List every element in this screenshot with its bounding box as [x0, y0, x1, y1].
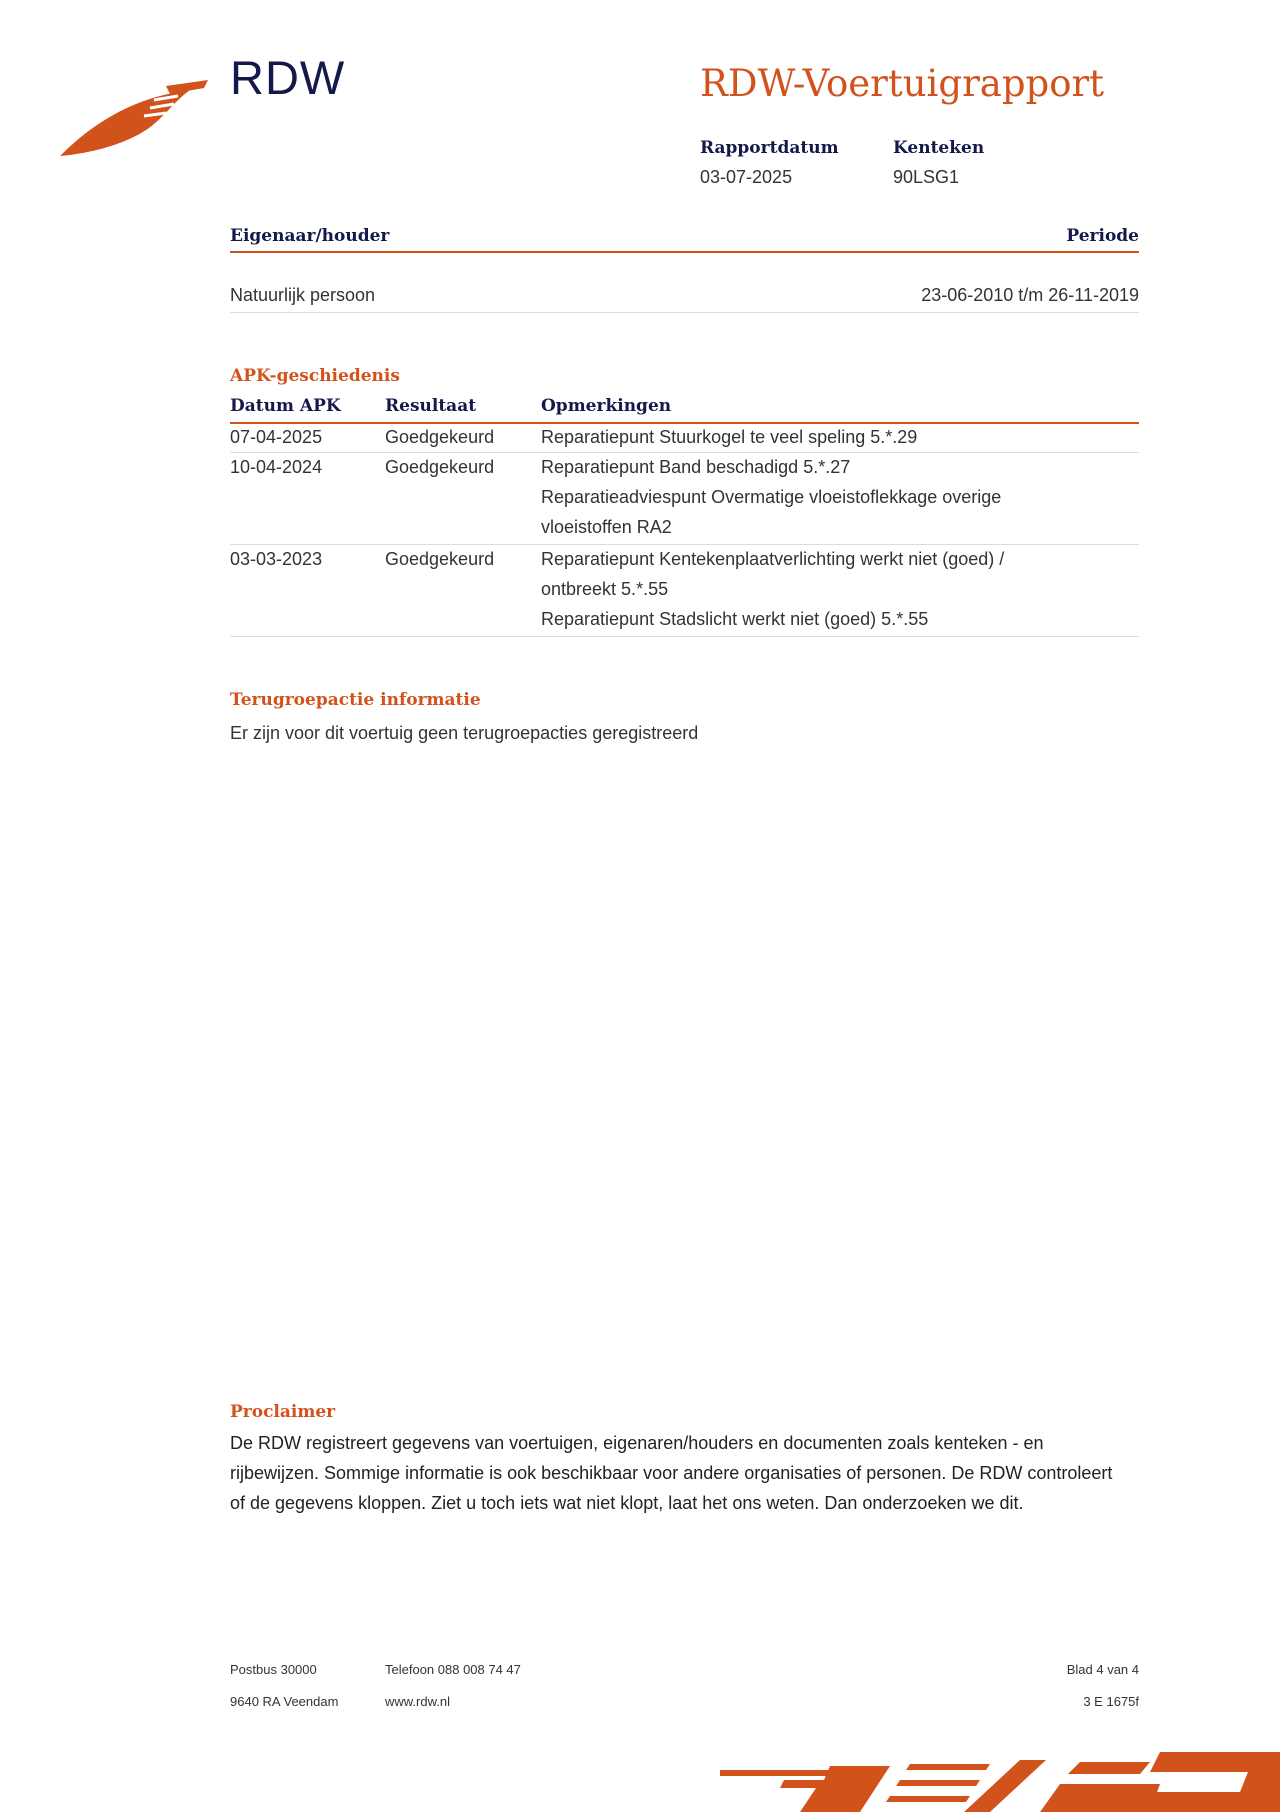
table-row-divider	[230, 636, 1139, 637]
table-row-date: 10-04-2024	[230, 457, 323, 477]
table-row-remark: Reparatieadviespunt Overmatige vloeistoflekkage overige	[541, 487, 1002, 507]
rdw-wordmark: RDW	[230, 51, 346, 104]
table-row-result: Goedgekeurd	[385, 427, 495, 447]
report-title: RDW-Voertuigrapport	[700, 62, 1105, 105]
table-row-date: 07-04-2025	[230, 427, 323, 447]
footer-phone: Telefoon 088 008 74 47	[385, 1662, 521, 1677]
decorative-stripes-icon	[720, 1740, 1280, 1812]
table-row-remark: Reparatiepunt Band beschadigd 5.*.27	[541, 457, 851, 477]
recall-text: Er zijn voor dit voertuig geen terugroepacties geregistreerd	[230, 723, 699, 743]
footer-code: 3 E 1675f	[1083, 1694, 1139, 1709]
table-row-result: Goedgekeurd	[385, 457, 495, 477]
plate-label: Kenteken	[893, 138, 985, 158]
owner-type: Natuurlijk persoon	[230, 285, 376, 305]
rdw-logo-icon	[58, 80, 208, 160]
report-date-label: Rapportdatum	[700, 138, 839, 158]
disclaimer-text: De RDW registreert gegevens van voertuigen, eigenaren/houders en documenten zoals kenteken - en rijbewijzen. Sommige informatie is ook beschikbaar voor andere organisaties of personen. De RDW controleert of de gegevens kloppen. Ziet u toch iets wat niet klopt, laat het ons weten. Dan onderzoeken we dit.	[230, 1433, 1113, 1513]
apk-col-remarks: Opmerkingen	[541, 396, 672, 416]
owner-divider	[230, 251, 1139, 253]
apk-section-title: APK-geschiedenis	[230, 366, 400, 386]
period-header: Periode	[1066, 226, 1139, 246]
footer-website[interactable]: www.rdw.nl	[385, 1694, 451, 1709]
footer-page-number: Blad 4 van 4	[1066, 1662, 1139, 1677]
owner-row-divider	[230, 312, 1139, 313]
table-row-remark: Reparatiepunt Kentekenplaatverlichting werkt niet (goed) /	[541, 549, 1005, 569]
apk-col-result: Resultaat	[385, 396, 477, 416]
recall-section-title: Terugroepactie informatie	[230, 690, 481, 710]
disclaimer-title: Proclaimer	[230, 1402, 336, 1422]
footer-postbus: Postbus 30000	[230, 1662, 317, 1677]
footer-city: 9640 RA Veendam	[230, 1694, 339, 1709]
table-row-remark: Reparatiepunt Stuurkogel te veel speling 5.*.29	[541, 427, 918, 447]
owner-header: Eigenaar/houder	[230, 226, 390, 246]
apk-col-date: Datum APK	[230, 396, 341, 416]
report-date: 03-07-2025	[700, 167, 793, 187]
table-row-remark: ontbreekt 5.*.55	[541, 579, 669, 599]
table-row-remark: Reparatiepunt Stadslicht werkt niet (goed) 5.*.55	[541, 609, 929, 629]
table-row-remark: vloeistoffen RA2	[541, 517, 672, 537]
table-row-result: Goedgekeurd	[385, 549, 495, 569]
plate-value: 90LSG1	[893, 167, 960, 187]
owner-period: 23-06-2010 t/m 26-11-2019	[921, 285, 1139, 305]
table-row-date: 03-03-2023	[230, 549, 323, 569]
